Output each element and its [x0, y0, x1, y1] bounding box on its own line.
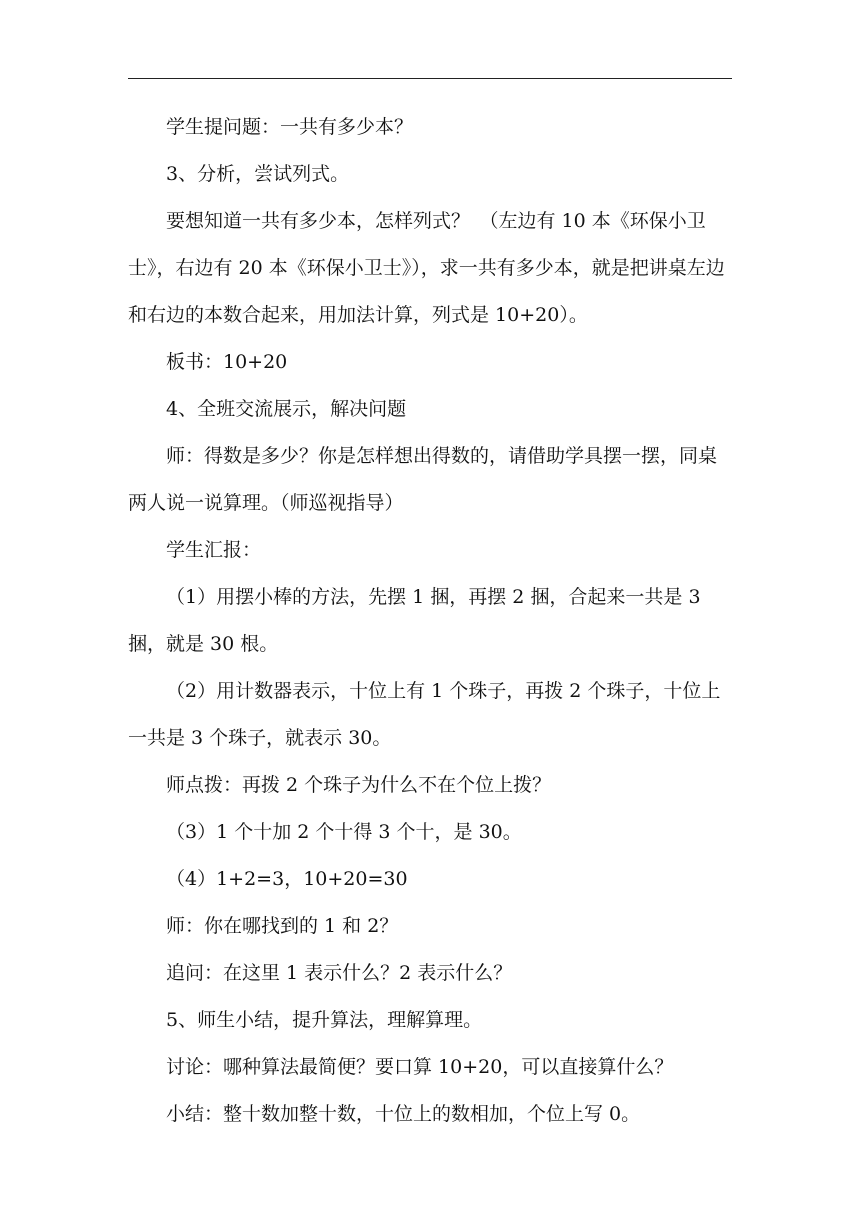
paragraph-teacher-guidance: 师点拨：再拨 2 个珠子为什么不在个位上拨？ — [166, 774, 552, 796]
paragraph-method-4: （4）1+2=3，10+20=30 — [166, 868, 408, 890]
paragraph-summary: 小结：整十数加整十数，十位上的数相加，个位上写 0。 — [166, 1103, 641, 1125]
paragraph-board-writing: 板书：10+20 — [166, 351, 288, 373]
paragraph-teacher-ask: 师：你在哪找到的 1 和 2？ — [166, 915, 399, 937]
paragraph-teacher-question: 师：得数是多少？你是怎样想出得数的，请借助学具摆一摆，同桌两人说一说算理。（师巡视指导） — [128, 445, 718, 514]
paragraph-discussion: 讨论：哪种算法最简便？要口算 10+20，可以直接算什么？ — [166, 1056, 674, 1078]
paragraph-step-4-heading: 4、全班交流展示，解决问题 — [166, 398, 407, 420]
paragraph-step-3-heading: 3、分析，尝试列式。 — [166, 163, 350, 185]
paragraph-formula-explanation: 要想知道一共有多少本，怎样列式？ （左边有 10 本《环保小卫士》，右边有 20 本《环保小卫士》），求一共有多少本，就是把讲桌左边和右边的本数合起来，用加法计算，列式是 10+20）。 — [128, 210, 725, 326]
paragraph-method-3: （3）1 个十加 2 个十得 3 个十，是 30。 — [166, 821, 522, 843]
paragraph-follow-up: 追问：在这里 1 表示什么？2 表示什么？ — [166, 962, 513, 984]
paragraph-step-5-heading: 5、师生小结，提升算法，理解算理。 — [166, 1009, 483, 1031]
header-divider — [128, 78, 732, 79]
paragraph-student-question: 学生提问题：一共有多少本？ — [166, 116, 414, 138]
paragraph-method-1: （1）用摆小棒的方法，先摆 1 捆，再摆 2 捆，合起来一共是 3 捆，就是 30 根。 — [128, 586, 701, 655]
paragraph-method-2: （2）用计数器表示，十位上有 1 个珠子，再拨 2 个珠子，十位上一共是 3 个珠子，就表示 30。 — [128, 680, 721, 749]
paragraph-student-report: 学生汇报： — [166, 539, 262, 561]
document-body — [128, 104, 732, 1138]
